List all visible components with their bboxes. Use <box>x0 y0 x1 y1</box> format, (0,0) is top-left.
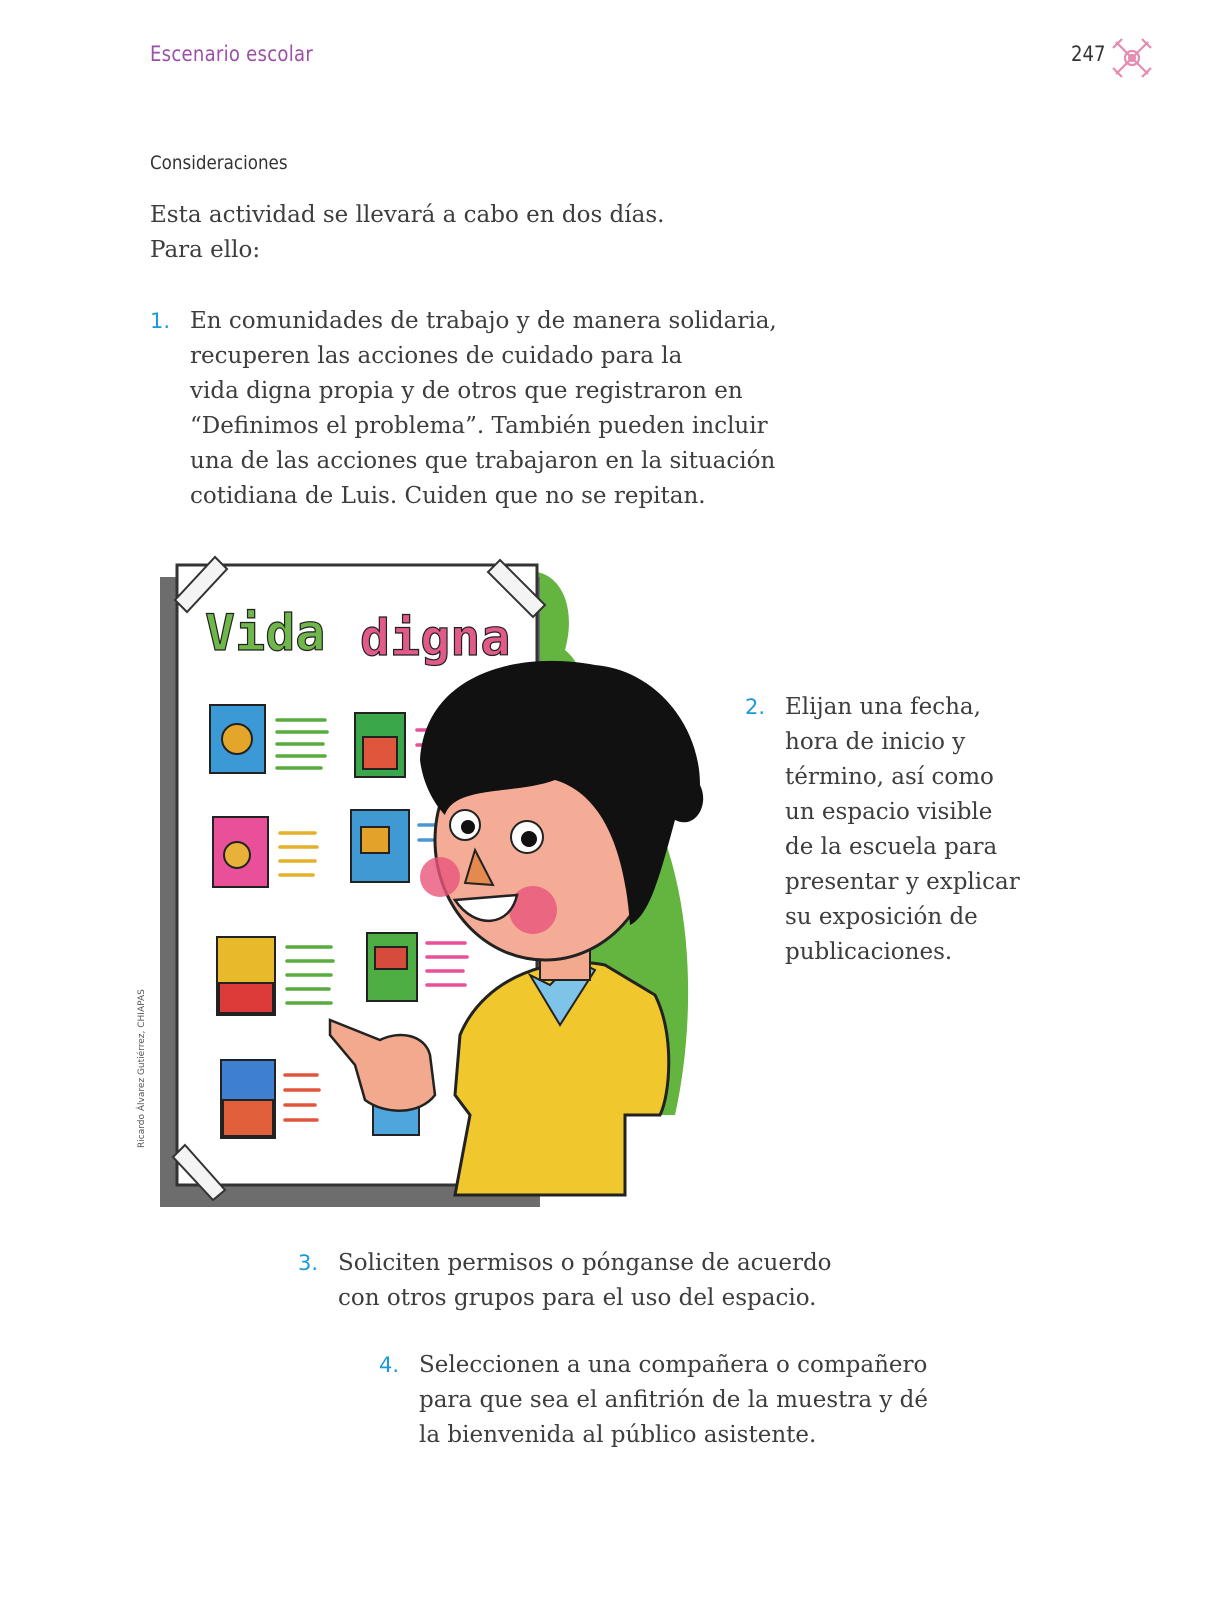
step-number: 1. <box>150 309 171 333</box>
step-line: con otros grupos para el uso del espacio. <box>338 1285 817 1311</box>
step-line: presentar y explicar <box>785 869 1020 895</box>
step-line: Soliciten permisos o pónganse de acuerdo <box>338 1250 832 1276</box>
intro-line: Esta actividad se llevará a cabo en dos días. <box>150 202 665 228</box>
step-line: de la escuela para <box>785 834 998 860</box>
step-number: 3. <box>298 1251 319 1275</box>
page-number: 247 <box>1071 42 1106 66</box>
step-line: “Definimos el problema”. También pueden incluir <box>190 413 768 439</box>
step-line: recuperen las acciones de cuidado para la <box>190 343 683 369</box>
step-line: un espacio visible <box>785 799 993 825</box>
illustration-boy-poster <box>155 555 715 1220</box>
step-number: 4. <box>379 1353 400 1377</box>
step-3 <box>298 1246 832 1316</box>
step-line: Seleccionen a una compañera o compañero <box>419 1352 928 1378</box>
step-line: su exposición de <box>785 904 978 930</box>
step-line: publicaciones. <box>785 939 953 965</box>
poster-title-digna: digna <box>360 609 511 667</box>
step-line: En comunidades de trabajo y de manera solidaria, <box>190 308 777 334</box>
intro-paragraph <box>150 198 664 268</box>
step-line: término, así como <box>785 764 994 790</box>
step-1 <box>150 304 777 514</box>
section-title: Consideraciones <box>150 152 288 174</box>
step-4 <box>379 1348 928 1453</box>
step-line: para que sea el anfitrión de la muestra y dé <box>419 1387 929 1413</box>
step-line: Elijan una fecha, <box>785 694 981 720</box>
step-line: vida digna propia y de otros que registraron en <box>190 378 743 404</box>
section-header: Escenario escolar <box>150 42 314 66</box>
step-line: cotidiana de Luis. Cuiden que no se repitan. <box>190 483 706 509</box>
step-line: una de las acciones que trabajaron en la situación <box>190 448 776 474</box>
illustration-credit: Ricardo Álvarez Gutiérrez, CHIAPAS <box>137 989 147 1148</box>
step-line: la bienvenida al público asistente. <box>419 1422 817 1448</box>
step-line: hora de inicio y <box>785 729 966 755</box>
intro-line: Para ello: <box>150 237 261 263</box>
step-number: 2. <box>745 695 766 719</box>
poster-title-vida: Vida <box>205 604 326 662</box>
decorative-star-icon <box>1110 36 1154 80</box>
step-2 <box>745 690 1020 970</box>
